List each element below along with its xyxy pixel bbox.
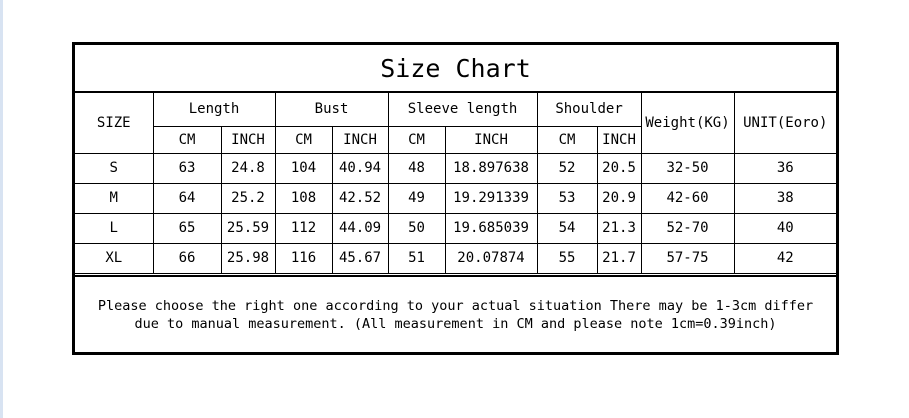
cell-sleeve-cm: 50 [388,213,445,243]
header-length-cm: CM [153,126,221,153]
cell-weight: 42-60 [641,183,734,213]
header-sleeve-length: Sleeve length [388,93,537,126]
header-bust-inch: INCH [332,126,388,153]
header-sleeve-inch: INCH [445,126,537,153]
cell-length-inch: 25.98 [221,243,275,273]
size-chart [72,42,839,355]
header-bust-cm: CM [275,126,332,153]
cell-size: S [75,153,153,183]
header-weight: Weight(KG) [641,93,734,153]
header-shoulder: Shoulder [537,93,641,126]
cell-sleeve-inch: 18.897638 [445,153,537,183]
cell-unit: 40 [734,213,836,243]
table-row [75,243,836,273]
cell-length-inch: 25.59 [221,213,275,243]
header-length: Length [153,93,275,126]
cell-shoulder-cm: 53 [537,183,597,213]
cell-weight: 32-50 [641,153,734,183]
cell-sleeve-inch: 19.291339 [445,183,537,213]
header-unit: UNIT(Eoro) [734,93,836,153]
cell-bust-cm: 104 [275,153,332,183]
cell-weight: 52-70 [641,213,734,243]
header-length-inch: INCH [221,126,275,153]
cell-shoulder-cm: 54 [537,213,597,243]
cell-shoulder-inch: 20.9 [597,183,641,213]
chart-title: Size Chart [75,45,836,93]
cell-size: XL [75,243,153,273]
table-row [75,183,836,213]
cell-bust-cm: 108 [275,183,332,213]
cell-bust-inch: 45.67 [332,243,388,273]
cell-shoulder-cm: 52 [537,153,597,183]
cell-length-cm: 64 [153,183,221,213]
header-shoulder-cm: CM [537,126,597,153]
cell-bust-cm: 116 [275,243,332,273]
cell-shoulder-inch: 20.5 [597,153,641,183]
header-sleeve-cm: CM [388,126,445,153]
cell-weight: 57-75 [641,243,734,273]
cell-unit: 36 [734,153,836,183]
cell-bust-inch: 42.52 [332,183,388,213]
cell-sleeve-cm: 51 [388,243,445,273]
cell-size: L [75,213,153,243]
table-row [75,153,836,183]
measurement-note: Please choose the right one according to your actual situation There may be 1-3cm differ due to manual measurement. (All measurement in CM and please note 1cm=0.39inch) [75,275,836,352]
cell-shoulder-cm: 55 [537,243,597,273]
cell-shoulder-inch: 21.7 [597,243,641,273]
header-bust: Bust [275,93,388,126]
cell-length-cm: 65 [153,213,221,243]
cell-sleeve-inch: 19.685039 [445,213,537,243]
header-row-groups [75,93,836,126]
header-shoulder-inch: INCH [597,126,641,153]
cell-length-inch: 24.8 [221,153,275,183]
cell-bust-inch: 44.09 [332,213,388,243]
cell-shoulder-inch: 21.3 [597,213,641,243]
cell-bust-cm: 112 [275,213,332,243]
table-row [75,213,836,243]
size-table [75,93,836,274]
cell-unit: 38 [734,183,836,213]
cell-sleeve-cm: 48 [388,153,445,183]
cell-length-inch: 25.2 [221,183,275,213]
cell-length-cm: 66 [153,243,221,273]
cell-size: M [75,183,153,213]
cell-length-cm: 63 [153,153,221,183]
window-left-edge [0,0,3,418]
cell-sleeve-inch: 20.07874 [445,243,537,273]
cell-unit: 42 [734,243,836,273]
header-size: SIZE [75,93,153,153]
cell-bust-inch: 40.94 [332,153,388,183]
cell-sleeve-cm: 49 [388,183,445,213]
